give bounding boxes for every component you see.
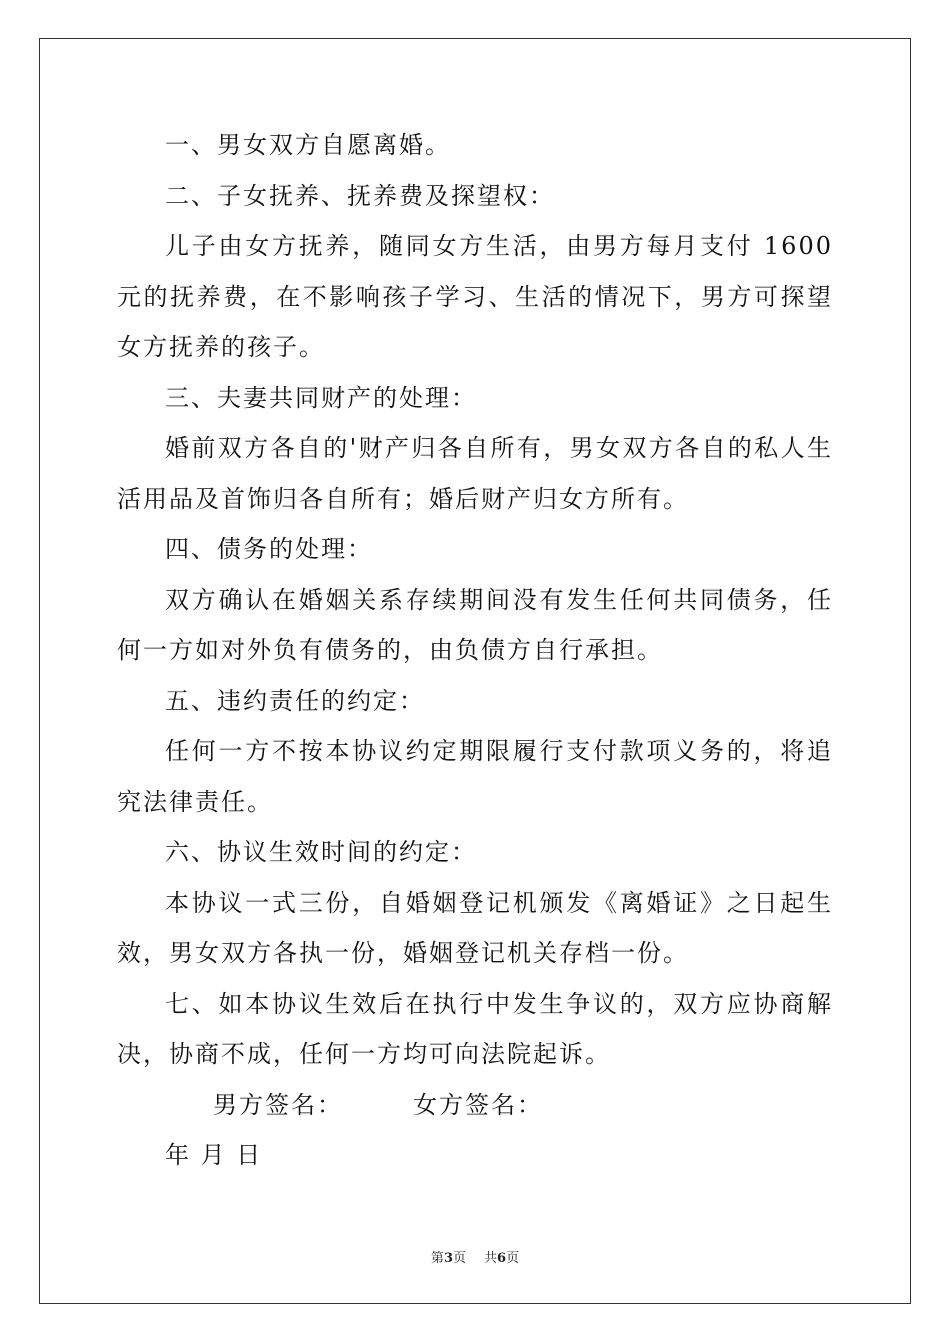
clause-6-heading: 六、协议生效时间的约定： bbox=[165, 838, 477, 866]
clause-7: 七、如本协议生效后在执行中发生争议的，双方应协商解决，协商不成，任何一方均可向法院起诉。 bbox=[117, 989, 833, 1068]
clause-5-heading: 五、违约责任的约定： bbox=[165, 686, 425, 715]
clause-3-body: 婚前双方各自的'财产归各自所有，男女双方各自的私人生活用品及首饰归各自所有；婚后财产归女方所有。 bbox=[117, 434, 833, 513]
total-suffix: 页 bbox=[506, 1251, 520, 1266]
signature-line bbox=[117, 1080, 833, 1131]
page-footer bbox=[0, 1247, 950, 1266]
clause-5-body: 任何一方不按本协议约定期限履行支付款项义务的，将追究法律责任。 bbox=[117, 737, 833, 816]
female-signature-label: 女方签名： bbox=[413, 1090, 543, 1119]
clause-2-heading: 二、子女抚养、抚养费及探望权： bbox=[165, 181, 555, 210]
page-prefix: 第 bbox=[430, 1251, 444, 1266]
clause-3-heading: 三、夫妻共同财产的处理： bbox=[165, 383, 477, 412]
clause-1: 一、男女双方自愿离婚。 bbox=[165, 131, 451, 159]
clause-4-body: 双方确认在婚姻关系存续期间没有发生任何共同债务，任何一方如对外负有债务的，由负债方自行承担。 bbox=[117, 585, 833, 664]
clause-6-body: 本协议一式三份，自婚姻登记机颁发《离婚证》之日起生效，男女双方各执一份，婚姻登记机关存档一份。 bbox=[117, 888, 833, 967]
total-prefix: 共 bbox=[484, 1251, 498, 1266]
document-body bbox=[117, 120, 833, 1181]
page-suffix: 页 bbox=[452, 1251, 466, 1266]
date-line: 年 月 日 bbox=[165, 1141, 263, 1169]
male-signature-label: 男方签名： bbox=[213, 1090, 343, 1119]
clause-2-body: 儿子由女方抚养，随同女方生活，由男方每月支付 1600 元的抚养费，在不影响孩子学习、生活的情况下，男方可探望女方抚养的孩子。 bbox=[117, 232, 833, 361]
page-total: 6 bbox=[497, 1251, 507, 1266]
clause-4-heading: 四、债务的处理： bbox=[165, 535, 373, 563]
page-current: 3 bbox=[443, 1251, 453, 1266]
